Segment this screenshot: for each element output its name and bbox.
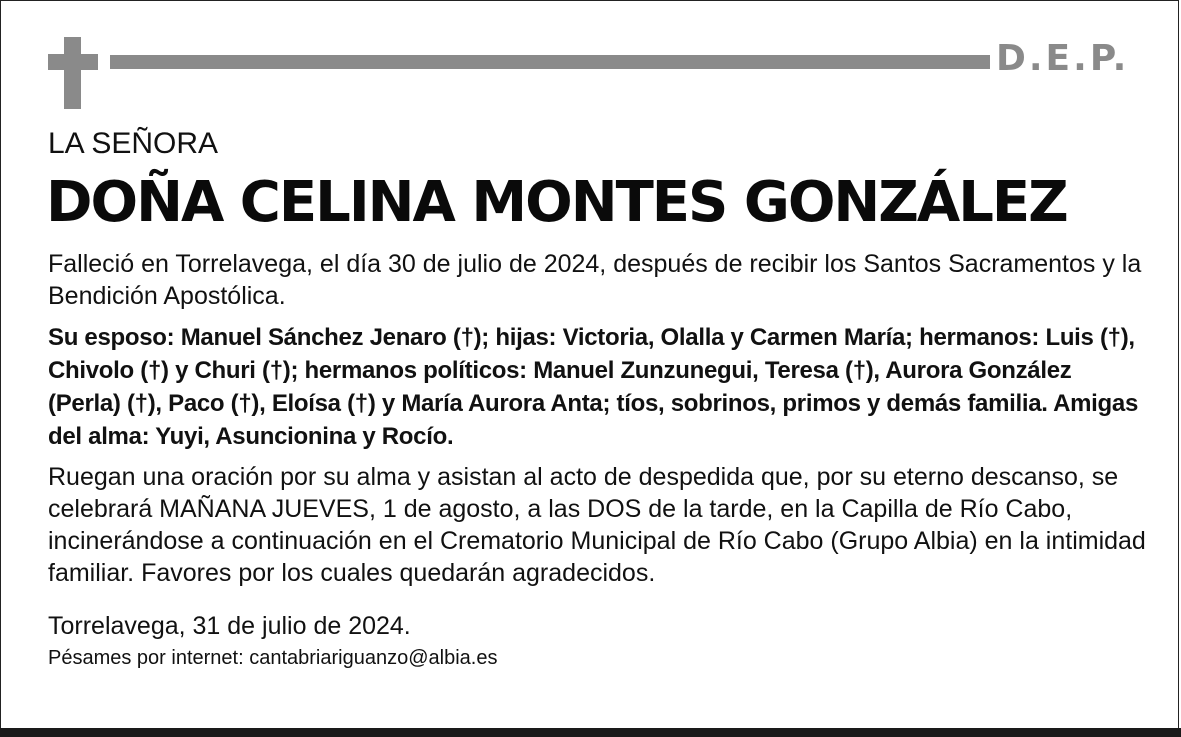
notice-body — [48, 126, 1148, 672]
honorific: LA SEÑORA — [48, 127, 219, 160]
cross-icon — [48, 37, 98, 109]
dep-label: D.E.P. — [996, 38, 1130, 79]
condolences-line: Pésames por internet: cantabriariguanzo@albia.es — [48, 647, 498, 669]
deceased-name: DOÑA CELINA MONTES GONZÁLEZ — [46, 170, 1067, 235]
family-list: Su esposo: Manuel Sánchez Jenaro (†); hijas: Victoria, Olalla y Carmen María; hermanos: Luis (†), Chivolo (†) y Churi (†); hermanos políticos: Manuel Zunzunegui, Teresa (†), Aurora González (Perla) (†), Paco (†), Eloísa (†) y María Aurora Anta; tíos, sobrinos, primos y demás familia. Amigas del alma: Yuyi, Asuncionina y Rocío. — [48, 324, 1139, 450]
place-date: Torrelavega, 31 de julio de 2024. — [48, 612, 411, 640]
bottom-bar — [0, 728, 1181, 737]
ceremony-info: Ruegan una oración por su alma y asistan al acto de despedida que, por su eterno descanso, se celebrará MAÑANA JUEVES, 1 de agosto, a las DOS de la tarde, en la Capilla de Río Cabo, incinerándose a continuación en el Crematorio Municipal de Río Cabo (Grupo Albia) en la intimidad familiar. Favores por los cuales quedarán agradecidos. — [48, 463, 1146, 587]
death-info: Falleció en Torrelavega, el día 30 de julio de 2024, después de recibir los Santos Sacramentos y la Bendición Apostólica. — [48, 250, 1142, 310]
header-rule — [110, 55, 990, 69]
